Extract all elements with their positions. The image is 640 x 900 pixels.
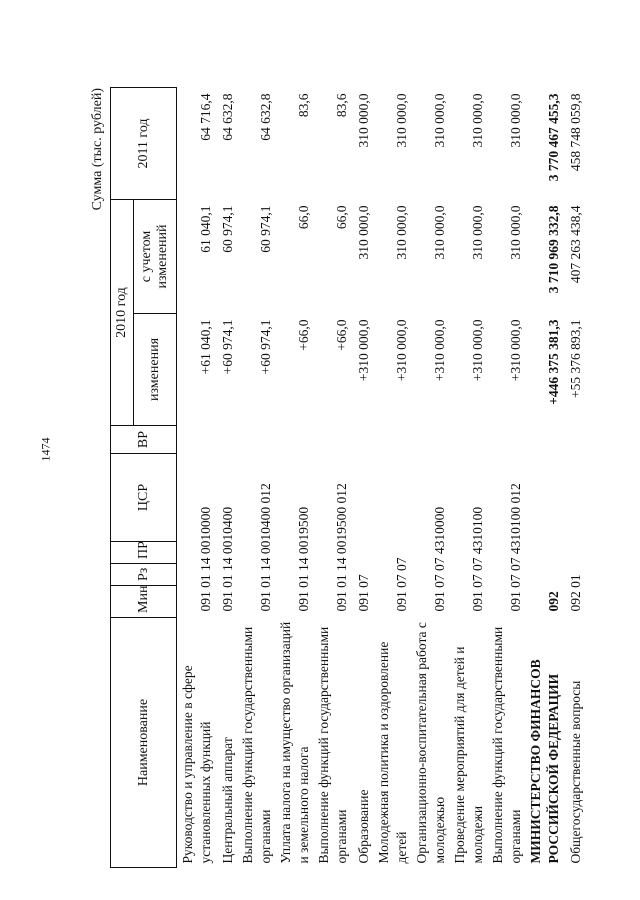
row-changes: +310 000,0	[432, 319, 447, 382]
row-code: 091 01 14 0019500	[296, 506, 311, 612]
header-min: Мин	[111, 586, 177, 618]
table-row	[275, 88, 313, 868]
row-code: 092	[546, 591, 561, 612]
row-changes: +61 040,1	[198, 319, 213, 375]
row-name: Выполнение функций государственными органами	[240, 626, 273, 864]
table-row	[177, 88, 216, 868]
table-row	[373, 88, 411, 868]
header-with-changes: с учетом изменений	[134, 200, 177, 314]
row-2011: 64 632,8	[258, 93, 273, 141]
row-name: Проведение мероприятий для детей и молодежи	[452, 646, 485, 864]
row-changes: +55 376 893,1	[568, 319, 583, 398]
row-name: Общегосударственные вопросы	[568, 680, 583, 864]
table-header	[111, 88, 177, 868]
row-changes: +60 974,1	[220, 319, 235, 375]
row-code: 091 07	[356, 574, 371, 612]
row-2011: 3 770 467 455,3	[546, 93, 561, 182]
row-name: Уплата налога на имущество организаций и земельного налога	[278, 621, 311, 864]
row-2011: 458 748 059,8	[568, 93, 583, 172]
rotated-page	[88, 68, 618, 868]
row-changes: +310 000,0	[508, 319, 523, 382]
row-changes: +310 000,0	[356, 319, 371, 382]
row-with-changes: 60 974,1	[220, 205, 235, 253]
row-code: 091 01 14 0010400	[220, 506, 235, 612]
row-2011: 310 000,0	[470, 93, 485, 148]
row-with-changes: 310 000,0	[432, 205, 447, 260]
row-with-changes: 310 000,0	[470, 205, 485, 260]
table-row	[563, 88, 585, 868]
budget-table	[110, 87, 585, 868]
row-code: 091 07 07 4310100	[470, 506, 485, 612]
row-2011: 310 000,0	[394, 93, 409, 148]
unit-caption: Сумма (тыс. рублей)	[90, 88, 105, 211]
row-changes: +66,0	[296, 319, 311, 351]
table-row	[525, 88, 563, 868]
row-with-changes: 66,0	[296, 205, 311, 230]
row-code: 091 01 14 0010400 012	[258, 483, 273, 612]
row-changes: +60 974,1	[258, 319, 273, 375]
row-name: Образование	[356, 789, 371, 864]
row-with-changes: 66,0	[334, 205, 349, 230]
row-2011: 64 632,8	[220, 93, 235, 141]
row-code: 091 01 14 0019500 012	[334, 483, 349, 612]
row-with-changes: 3 710 969 332,8	[546, 205, 561, 294]
row-2011: 310 000,0	[508, 93, 523, 148]
row-2011: 83,6	[296, 93, 311, 118]
table-row	[215, 88, 237, 868]
row-with-changes: 310 000,0	[394, 205, 409, 260]
header-rz: Рз	[111, 564, 177, 586]
header-vr: ВР	[111, 426, 177, 454]
table-row	[351, 88, 373, 868]
row-name: МИНИСТЕРСТВО ФИНАНСОВ РОССИЙСКОЙ ФЕДЕРАЦИИ	[528, 659, 561, 864]
table-row	[487, 88, 525, 868]
row-changes: +310 000,0	[394, 319, 409, 382]
row-name: Руководство и управление в сфере установленных функций	[180, 665, 213, 864]
row-code: 091 07 07 4310100 012	[508, 483, 523, 612]
header-csr: ЦСР	[111, 454, 177, 542]
header-changes: изменения	[134, 314, 177, 426]
row-2011: 310 000,0	[432, 93, 447, 148]
table-row	[449, 88, 487, 868]
table-body	[177, 88, 586, 868]
row-code: 092 01	[568, 574, 583, 612]
row-name: Выполнение функций государственными органами	[316, 626, 349, 864]
table-row	[237, 88, 275, 868]
row-changes: +310 000,0	[470, 319, 485, 382]
header-pr: ПР	[111, 542, 177, 564]
row-code: 091 07 07	[394, 557, 409, 612]
header-name: Наименование	[111, 618, 177, 868]
page-number: 1474	[38, 437, 53, 462]
row-2011: 64 716,4	[198, 93, 213, 141]
row-changes: +66,0	[334, 319, 349, 351]
row-code: 091 07 07 4310000	[432, 506, 447, 612]
row-2011: 310 000,0	[356, 93, 371, 148]
row-with-changes: 60 974,1	[258, 205, 273, 253]
row-with-changes: 310 000,0	[508, 205, 523, 260]
header-year-2010: 2010 год	[111, 200, 134, 426]
row-name: Молодежная политика и оздоровление детей	[376, 641, 409, 864]
table-row	[313, 88, 351, 868]
row-2011: 83,6	[334, 93, 349, 118]
row-with-changes: 407 263 438,4	[568, 205, 583, 284]
row-name: Организационно-воспитательная работа с молодежью	[414, 622, 447, 864]
row-with-changes: 310 000,0	[356, 205, 371, 260]
row-with-changes: 61 040,1	[198, 205, 213, 253]
table-row	[411, 88, 449, 868]
row-changes: +446 375 381,3	[546, 319, 561, 405]
row-name: Выполнение функций государственными органами	[490, 626, 523, 864]
row-name: Центральный аппарат	[220, 737, 235, 864]
header-year-2011: 2011 год	[111, 88, 177, 200]
row-code: 091 01 14 0010000	[198, 506, 213, 612]
